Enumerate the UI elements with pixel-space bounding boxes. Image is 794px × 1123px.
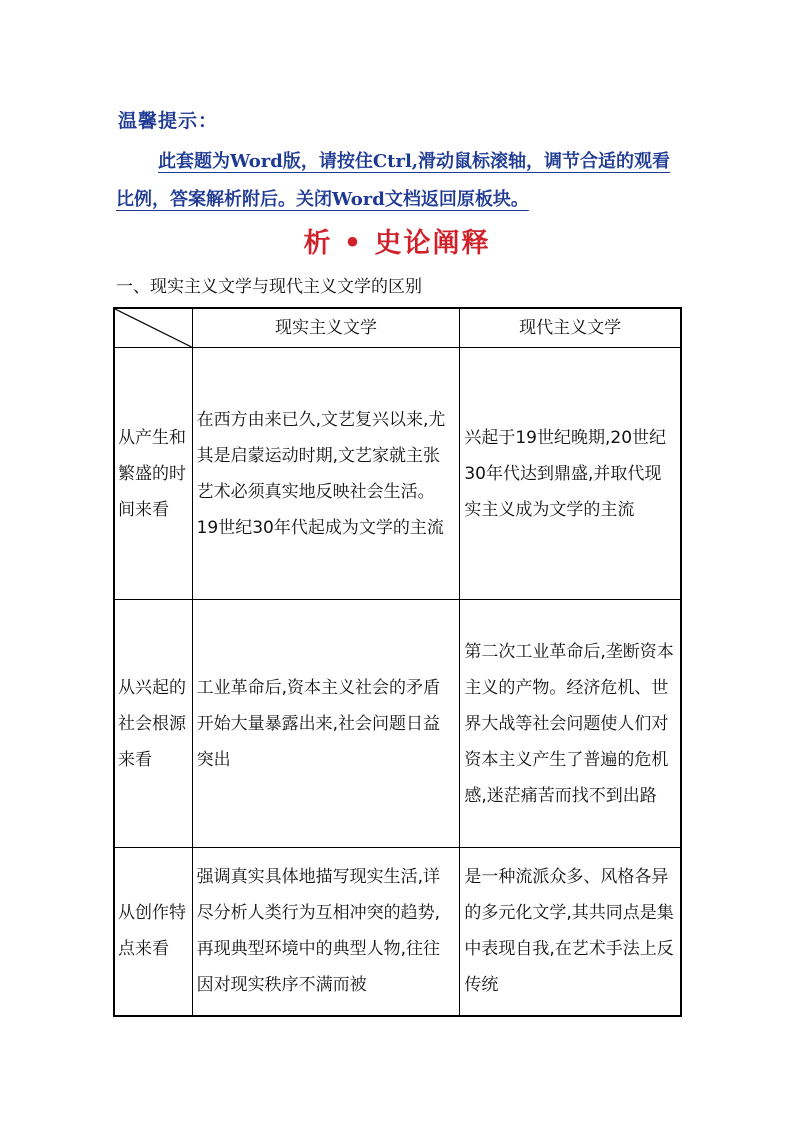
cell-realism: 工业革命后,资本主义社会的矛盾开始大量暴露出来,社会问题日益突出 [192, 600, 460, 848]
cell-modernism: 是一种流派众多、风格各异的多元化文学,其共同点是集中表现自我,在艺术手法上反传统 [460, 848, 681, 1016]
comparison-table [113, 307, 682, 1017]
row-label: 从兴起的社会根源来看 [114, 600, 192, 848]
diagonal-header-cell [114, 308, 192, 348]
row-label: 从产生和繁盛的时间来看 [114, 348, 192, 600]
tip-heading: 温馨提示： [118, 110, 219, 132]
cell-realism: 在西方由来已久,文艺复兴以来,尤其是启蒙运动时期,文艺家就主张艺术必须真实地反映社会生活。 19世纪30年代起成为文学的主流 [192, 348, 460, 600]
header-realism: 现实主义文学 [192, 308, 460, 348]
cell-realism: 强调真实具体地描写现实生活,详尽分析人类行为互相冲突的趋势,再现典型环境中的典型人物,往往因对现实秩序不满而被 [192, 848, 460, 1016]
header-modernism: 现代主义文学 [460, 308, 681, 348]
page-title: 析 • 史论阐释 [303, 228, 491, 259]
table-row [114, 848, 681, 1016]
cell-modernism: 兴起于19世纪晚期,20世纪30年代达到鼎盛,并取代现实主义成为文学的主流 [460, 348, 681, 600]
tip-body: 此套题为Word版，请按住Ctrl,滑动鼠标滚轴，调节合适的观看比例，答案解析附后。关闭Word文档返回原板块。 [116, 151, 671, 210]
row-label: 从创作特点来看 [114, 848, 192, 1016]
table-row [114, 348, 681, 600]
diagonal-line [115, 309, 192, 347]
table-header-row [114, 308, 681, 348]
cell-modernism: 第二次工业革命后,垄断资本主义的产物。经济危机、世界大战等社会问题使人们对资本主义产生了普遍的危机感,迷茫痛苦而找不到出路 [460, 600, 681, 848]
section-heading: 一、现实主义文学与现代主义文学的区别 [116, 277, 422, 297]
table-row [114, 600, 681, 848]
